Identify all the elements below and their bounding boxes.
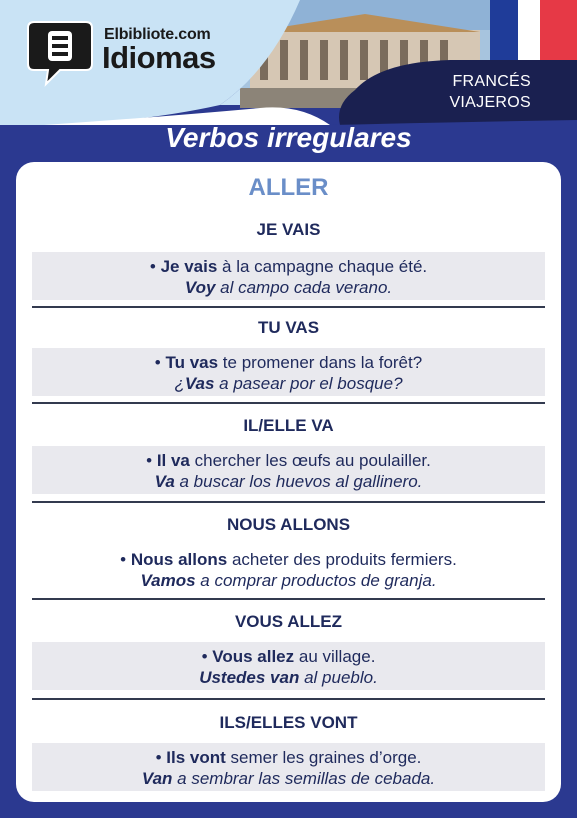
french-example: • Nous allons acheter des produits fermiers. (120, 550, 457, 569)
pronoun-heading: VOUS ALLEZ (234, 612, 343, 631)
brand-name: Idiomas (102, 40, 216, 75)
spanish-translation: Voy al campo cada verano. (184, 278, 393, 297)
spanish-translation: Vamos a comprar productos de granja. (140, 571, 437, 590)
example-box (32, 642, 545, 690)
french-example: • Vous allez au village. (201, 647, 376, 666)
spanish-translation: Va a buscar los huevos al gallinero. (154, 472, 423, 491)
header (0, 0, 577, 125)
page-title: Verbos irregulares (165, 122, 412, 153)
french-example: • Il va chercher les œufs au poulailler. (146, 451, 431, 470)
pronoun-heading: JE VAIS (256, 220, 321, 239)
example-box (32, 446, 545, 494)
spanish-translation: Van a sembrar las semillas de cebada. (141, 769, 436, 788)
pronoun-heading: NOUS ALLONS (226, 515, 351, 534)
audience-tag: VIAJEROS (449, 94, 531, 111)
example-box (32, 252, 545, 300)
section-divider (32, 598, 545, 600)
french-example: • Tu vas te promener dans la forêt? (154, 353, 423, 372)
section-divider (32, 306, 545, 308)
pronoun-heading: TU VAS (257, 318, 320, 337)
brand-site: Elbibliote.com (104, 26, 211, 43)
spanish-translation: ¿Vas a pasear por el bosque? (174, 374, 403, 393)
example-box (32, 545, 545, 593)
french-example: • Ils vont semer les graines d’orge. (155, 748, 422, 767)
section-divider (32, 698, 545, 700)
pronoun-heading: IL/ELLE VA (243, 416, 334, 435)
book-logo-icon (24, 18, 96, 88)
example-box (32, 348, 545, 396)
section-divider (32, 501, 545, 503)
conjugation-card (16, 162, 561, 802)
french-example: • Je vais à la campagne chaque été. (149, 257, 428, 276)
verb-title: ALLER (248, 174, 329, 201)
pronoun-heading: ILS/ELLES VONT (219, 713, 358, 732)
spanish-translation: Ustedes van al pueblo. (199, 668, 378, 687)
section-divider (32, 402, 545, 404)
language-tag: FRANCÉS (452, 73, 531, 90)
example-box (32, 743, 545, 791)
